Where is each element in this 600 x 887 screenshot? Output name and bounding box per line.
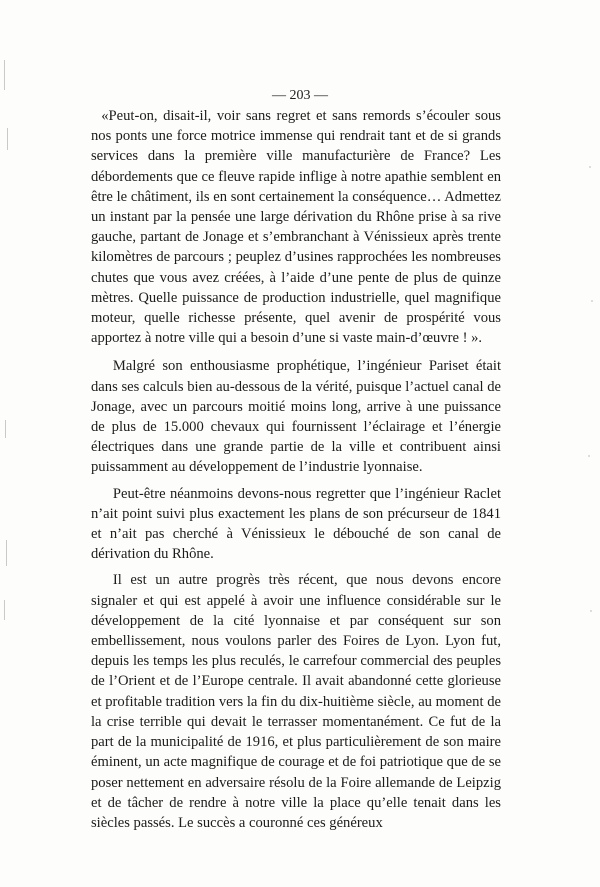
speck xyxy=(590,610,592,612)
left-margin-mark xyxy=(5,420,6,438)
paragraph-raclet: Peut-être néanmoins devons-nous regretter que l’ingénieur Raclet n’ait point suivi plus exactement les plans de son précurseur de 1841 et n’ait pas cherché à Vénissieux le débouché de son canal de dérivation du Rhône. xyxy=(91,485,501,563)
body-text xyxy=(91,106,501,839)
left-margin-mark xyxy=(4,600,5,620)
paragraph-pariset: Malgré son enthousiasme prophétique, l’ingénieur Pariset était dans ses calculs bien au-dessous de la vérité, puisque l’actuel canal de Jonage, avec un parcours moitié moins long, arrive à une puissance de plus de 15.000 chevaux qui fournissent l’éclairage et l’énergie électriques dans une grande partie de la ville et contribuent ainsi puissamment au développement de l’industrie lyonnaise. xyxy=(91,358,501,476)
left-margin-mark xyxy=(4,60,5,90)
page-number: — 203 — xyxy=(272,88,328,103)
paragraph-quote: «Peut-on, disait-il, voir sans regret et sans remords s’écouler sous nos ponts une force motrice immense qui rendrait tant et de si grands services dans la première ville manufacturière de France? Les débordements que ce fleuve rapide inflige à notre apathie semblent en être le châtiment, ils en sont certainement la conséquence… Admettez un instant par la pensée une large dérivation du Rhône prise à sa rive gauche, partant de Jonage et s’embranchant à Vénissieux après trente kilomètres de parcours ; peuplez d’usines rapprochées les nombreuses chutes que vous avez créées, à l’aide d’une pente de plus de quinze mètres. Quelle puissance de production industrielle, quel magnifique moteur, quelle richesse présente, quel avenir de prospérité vous apportez à notre ville qui a besoin d’une si vaste main-d’œuvre ! ». xyxy=(91,108,501,347)
left-margin-mark xyxy=(7,128,8,150)
left-margin-mark xyxy=(6,540,7,566)
speck xyxy=(589,166,591,168)
speck xyxy=(591,300,593,302)
speck xyxy=(588,455,590,457)
paragraph-foires: Il est un autre progrès très récent, que nous devons encore signaler et qui est appelé à avoir une influence considérable sur le développement de la cité lyonnaise et par conséquent sur son embellissement, nous voulons parler des Foires de Lyon. Lyon fut, depuis les temps les plus reculés, le carrefour commercial des peuples de l’Orient et de l’Europe centrale. Il avait abandonné cette glorieuse et profitable tradition vers la fin du dix-huitième siècle, au moment de la crise terrible qui devait le terrasser momentanément. Ce fut de la part de la municipalité de 1916, et plus particulièrement de son maire éminent, un acte magnifique de courage et de foi patriotique que de se poser nettement en adversaire résolu de la Foire allemande de Leipzig et de tâcher de rendre à notre ville la place qu’elle tenait dans les siècles passés. Le succès a couronné ces généreux xyxy=(91,572,501,831)
